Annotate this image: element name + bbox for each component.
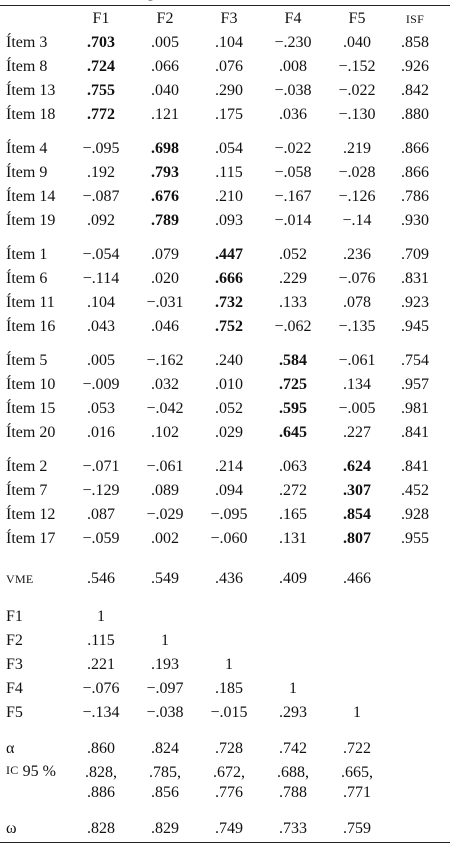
vme-value: .466 <box>343 570 371 587</box>
loading-value: −.162 <box>146 352 184 369</box>
isf-value: .981 <box>401 400 429 417</box>
ci-range <box>85 763 117 803</box>
correlation-value: 1 <box>225 656 233 673</box>
ci-upper: .788 <box>279 784 307 801</box>
item-row <box>0 374 450 396</box>
item-label: Ítem 1 <box>6 246 48 263</box>
item-label: Ítem 15 <box>6 400 56 417</box>
isf-value: .957 <box>401 376 429 393</box>
loading-value: .229 <box>279 270 307 287</box>
omega-value: .828 <box>87 820 115 837</box>
loading-value: .219 <box>343 140 371 157</box>
loading-value: .094 <box>215 482 243 499</box>
item-row <box>0 398 450 420</box>
isf-value: .923 <box>401 294 429 311</box>
item-row <box>0 56 450 78</box>
omega-label: ω <box>6 820 17 837</box>
item-label: Ítem 7 <box>6 482 48 499</box>
loading-value: .020 <box>151 270 179 287</box>
omega-value: .829 <box>151 820 179 837</box>
vme-row <box>0 568 450 590</box>
loading-value: .134 <box>343 376 371 393</box>
item-row <box>0 268 450 290</box>
loading-value: .089 <box>151 482 179 499</box>
isf-value: .930 <box>401 212 429 229</box>
loading-value: −.031 <box>146 294 184 311</box>
loading-value: .236 <box>343 246 371 263</box>
omega-value: .749 <box>215 820 243 837</box>
loading-value: .063 <box>279 458 307 475</box>
loading-value: .029 <box>215 424 243 441</box>
loading-value: .066 <box>151 58 179 75</box>
correlation-row <box>0 702 450 724</box>
loading-value: .793 <box>151 164 179 181</box>
loading-value: .008 <box>279 58 307 75</box>
ci-range <box>277 763 309 803</box>
isf-value: .880 <box>401 106 429 123</box>
loading-value: .092 <box>87 212 115 229</box>
ci-label-suffix: 95 % <box>22 763 56 780</box>
loading-value: .807 <box>343 530 371 547</box>
alpha-value: .728 <box>215 740 243 757</box>
loading-value: .104 <box>215 34 243 51</box>
ci-lower: .665, <box>341 764 373 781</box>
loading-value: .214 <box>215 458 243 475</box>
table-title-text <box>120 0 350 1</box>
loading-value: .133 <box>279 294 307 311</box>
loading-value: .584 <box>279 352 307 369</box>
correlation-value: .115 <box>87 632 115 649</box>
loading-value: .131 <box>279 530 307 547</box>
ci-range <box>149 763 181 803</box>
loading-value: −.126 <box>338 188 376 205</box>
item-label: Ítem 6 <box>6 270 48 287</box>
ci-lower: .672, <box>213 764 245 781</box>
correlation-value: .193 <box>151 656 179 673</box>
item-row <box>0 456 450 478</box>
item-label: Ítem 3 <box>6 34 48 51</box>
ci-lower: .688, <box>277 764 309 781</box>
loading-value: .102 <box>151 424 179 441</box>
item-row <box>0 350 450 372</box>
loading-value: −.076 <box>338 270 376 287</box>
loading-value: .192 <box>87 164 115 181</box>
item-row <box>0 504 450 526</box>
loading-value: .010 <box>215 376 243 393</box>
item-label: Ítem 20 <box>6 424 56 441</box>
table-header-row <box>0 8 450 30</box>
isf-value: .709 <box>401 246 429 263</box>
loading-value: .624 <box>343 458 371 475</box>
ci-upper: .886 <box>87 784 115 801</box>
correlation-value: .293 <box>279 704 307 721</box>
isf-value: .866 <box>401 164 429 181</box>
loading-value: .595 <box>279 400 307 417</box>
correlation-value: −.134 <box>82 704 120 721</box>
item-label: Ítem 14 <box>6 188 56 205</box>
item-label: Ítem 4 <box>6 140 48 157</box>
loading-value: −.135 <box>338 318 376 335</box>
alpha-value: .742 <box>279 740 307 757</box>
item-label: Ítem 10 <box>6 376 56 393</box>
alpha-row <box>0 738 450 760</box>
item-label: Ítem 8 <box>6 58 48 75</box>
loading-value: .165 <box>279 506 307 523</box>
loading-value: .115 <box>215 164 243 181</box>
loading-value: .789 <box>151 212 179 229</box>
vme-label: VME <box>6 572 34 586</box>
vme-value: .549 <box>151 570 179 587</box>
isf-value: .754 <box>401 352 429 369</box>
ci-lower: .785, <box>149 764 181 781</box>
omega-value: .733 <box>279 820 307 837</box>
omega-row <box>0 818 450 840</box>
loading-value: −.062 <box>274 318 312 335</box>
loading-value: −.167 <box>274 188 312 205</box>
loading-value: .016 <box>87 424 115 441</box>
loading-value: .104 <box>87 294 115 311</box>
loading-value: −.060 <box>210 530 248 547</box>
loading-value: .076 <box>215 58 243 75</box>
correlation-value: .185 <box>215 680 243 697</box>
loading-value: −.095 <box>82 140 120 157</box>
item-label: Ítem 12 <box>6 506 56 523</box>
loading-value: .002 <box>151 530 179 547</box>
loading-value: −.038 <box>274 82 312 99</box>
item-row <box>0 104 450 126</box>
alpha-value: .722 <box>343 740 371 757</box>
isf-value: .926 <box>401 58 429 75</box>
loading-value: −.054 <box>82 246 120 263</box>
loading-value: .054 <box>215 140 243 157</box>
loading-value: .447 <box>215 246 243 263</box>
correlation-value: −.076 <box>82 680 120 697</box>
loading-value: .121 <box>151 106 179 123</box>
correlation-value: .221 <box>87 656 115 673</box>
correlation-value: 1 <box>353 704 361 721</box>
correlation-row <box>0 678 450 700</box>
column-header: F2 <box>156 10 174 27</box>
loading-value: −.014 <box>274 212 312 229</box>
loading-value: .732 <box>215 294 243 311</box>
factor-label: F3 <box>6 656 23 673</box>
isf-value: .945 <box>401 318 429 335</box>
alpha-value: .824 <box>151 740 179 757</box>
loading-value: −.061 <box>338 352 376 369</box>
ci-lower: .828, <box>85 764 117 781</box>
item-label: Ítem 11 <box>6 294 55 311</box>
correlation-value: −.038 <box>146 704 184 721</box>
item-label: Ítem 16 <box>6 318 56 335</box>
vme-value: .436 <box>215 570 243 587</box>
loading-value: −.042 <box>146 400 184 417</box>
item-row <box>0 316 450 338</box>
factor-label: F5 <box>6 704 23 721</box>
loading-value: .755 <box>87 82 115 99</box>
column-header: ISF <box>405 12 425 26</box>
ci-range <box>213 763 245 803</box>
loading-value: −.005 <box>338 400 376 417</box>
loading-value: −.058 <box>274 164 312 181</box>
item-row <box>0 528 450 550</box>
isf-value: .841 <box>401 458 429 475</box>
loading-value: −.130 <box>338 106 376 123</box>
loading-value: .725 <box>279 376 307 393</box>
correlation-row <box>0 654 450 676</box>
omega-value: .759 <box>343 820 371 837</box>
loading-value: −.129 <box>82 482 120 499</box>
loading-value: .093 <box>215 212 243 229</box>
item-label: Ítem 19 <box>6 212 56 229</box>
loading-value: .005 <box>151 34 179 51</box>
alpha-label: α <box>6 740 15 757</box>
loading-value: .724 <box>87 58 115 75</box>
ci-value <box>256 762 330 804</box>
loading-value: −.059 <box>82 530 120 547</box>
loading-value: −.029 <box>146 506 184 523</box>
ci-row <box>0 762 450 804</box>
loading-value: .040 <box>151 82 179 99</box>
factor-label: F2 <box>6 632 23 649</box>
vme-value: .409 <box>279 570 307 587</box>
loading-value: .703 <box>87 34 115 51</box>
ci-range <box>341 763 373 803</box>
correlation-value: 1 <box>289 680 297 697</box>
alpha-value: .860 <box>87 740 115 757</box>
loading-value: −.061 <box>146 458 184 475</box>
factor-label: F1 <box>6 608 23 625</box>
column-header: F4 <box>284 10 302 27</box>
item-row <box>0 210 450 232</box>
ci-value <box>64 762 138 804</box>
column-header: F1 <box>92 10 110 27</box>
isf-value: .831 <box>401 270 429 287</box>
isf-value: .841 <box>401 424 429 441</box>
ci-value <box>320 762 394 804</box>
item-label: Ítem 2 <box>6 458 48 475</box>
isf-value: .955 <box>401 530 429 547</box>
ci-upper: .771 <box>343 784 371 801</box>
loading-value: −.152 <box>338 58 376 75</box>
loading-value: .078 <box>343 294 371 311</box>
loading-value: −.028 <box>338 164 376 181</box>
loading-value: −.14 <box>342 212 372 229</box>
loading-value: .772 <box>87 106 115 123</box>
loading-value: .290 <box>215 82 243 99</box>
loading-value: .032 <box>151 376 179 393</box>
column-header: F5 <box>348 10 366 27</box>
ci-label-prefix: IC <box>6 763 19 777</box>
ci-upper: .776 <box>215 784 243 801</box>
vme-value: .546 <box>87 570 115 587</box>
item-label: Ítem 5 <box>6 352 48 369</box>
loading-value: .676 <box>151 188 179 205</box>
item-label: Ítem 13 <box>6 82 56 99</box>
factor-label: F4 <box>6 680 23 697</box>
loading-value: −.230 <box>274 34 312 51</box>
table-title-cutoff <box>0 0 450 2</box>
item-row <box>0 422 450 444</box>
loading-value: −.071 <box>82 458 120 475</box>
correlation-row <box>0 606 450 628</box>
loading-value: .854 <box>343 506 371 523</box>
isf-value: .452 <box>401 482 429 499</box>
table-top-rule <box>0 5 450 6</box>
loading-value: −.087 <box>82 188 120 205</box>
loading-value: .046 <box>151 318 179 335</box>
loading-value: .079 <box>151 246 179 263</box>
correlation-value: −.015 <box>210 704 248 721</box>
loading-value: .052 <box>279 246 307 263</box>
loading-value: .036 <box>279 106 307 123</box>
loading-value: .698 <box>151 140 179 157</box>
item-row <box>0 186 450 208</box>
loading-value: .227 <box>343 424 371 441</box>
loading-value: .005 <box>87 352 115 369</box>
ci-upper: .856 <box>151 784 179 801</box>
isf-value: .842 <box>401 82 429 99</box>
isf-value: .866 <box>401 140 429 157</box>
loading-value: −.009 <box>82 376 120 393</box>
loading-value: .210 <box>215 188 243 205</box>
loading-value: .040 <box>343 34 371 51</box>
loading-value: .272 <box>279 482 307 499</box>
item-row <box>0 292 450 314</box>
loading-value: .645 <box>279 424 307 441</box>
item-row <box>0 162 450 184</box>
isf-value: .928 <box>401 506 429 523</box>
correlation-value: −.097 <box>146 680 184 697</box>
loading-value: .240 <box>215 352 243 369</box>
loading-value: −.114 <box>82 270 120 287</box>
item-label: Ítem 18 <box>6 106 56 123</box>
isf-value: .858 <box>401 34 429 51</box>
ci-value <box>192 762 266 804</box>
loading-value: .053 <box>87 400 115 417</box>
loading-value: .052 <box>215 400 243 417</box>
item-row <box>0 80 450 102</box>
loading-value: .666 <box>215 270 243 287</box>
correlation-value: 1 <box>97 608 105 625</box>
column-header: F3 <box>220 10 238 27</box>
item-label: Ítem 9 <box>6 164 48 181</box>
item-label: Ítem 17 <box>6 530 56 547</box>
loading-value: .307 <box>343 482 371 499</box>
loading-value: .087 <box>87 506 115 523</box>
ci-value <box>128 762 202 804</box>
item-row <box>0 480 450 502</box>
correlation-value: 1 <box>161 632 169 649</box>
item-row <box>0 244 450 266</box>
loading-value: −.022 <box>274 140 312 157</box>
isf-value: .786 <box>401 188 429 205</box>
correlation-row <box>0 630 450 652</box>
loading-value: −.022 <box>338 82 376 99</box>
loading-value: .043 <box>87 318 115 335</box>
loading-value: .752 <box>215 318 243 335</box>
item-row <box>0 32 450 54</box>
item-row <box>0 138 450 160</box>
loading-value: .175 <box>215 106 243 123</box>
loading-value: −.095 <box>210 506 248 523</box>
